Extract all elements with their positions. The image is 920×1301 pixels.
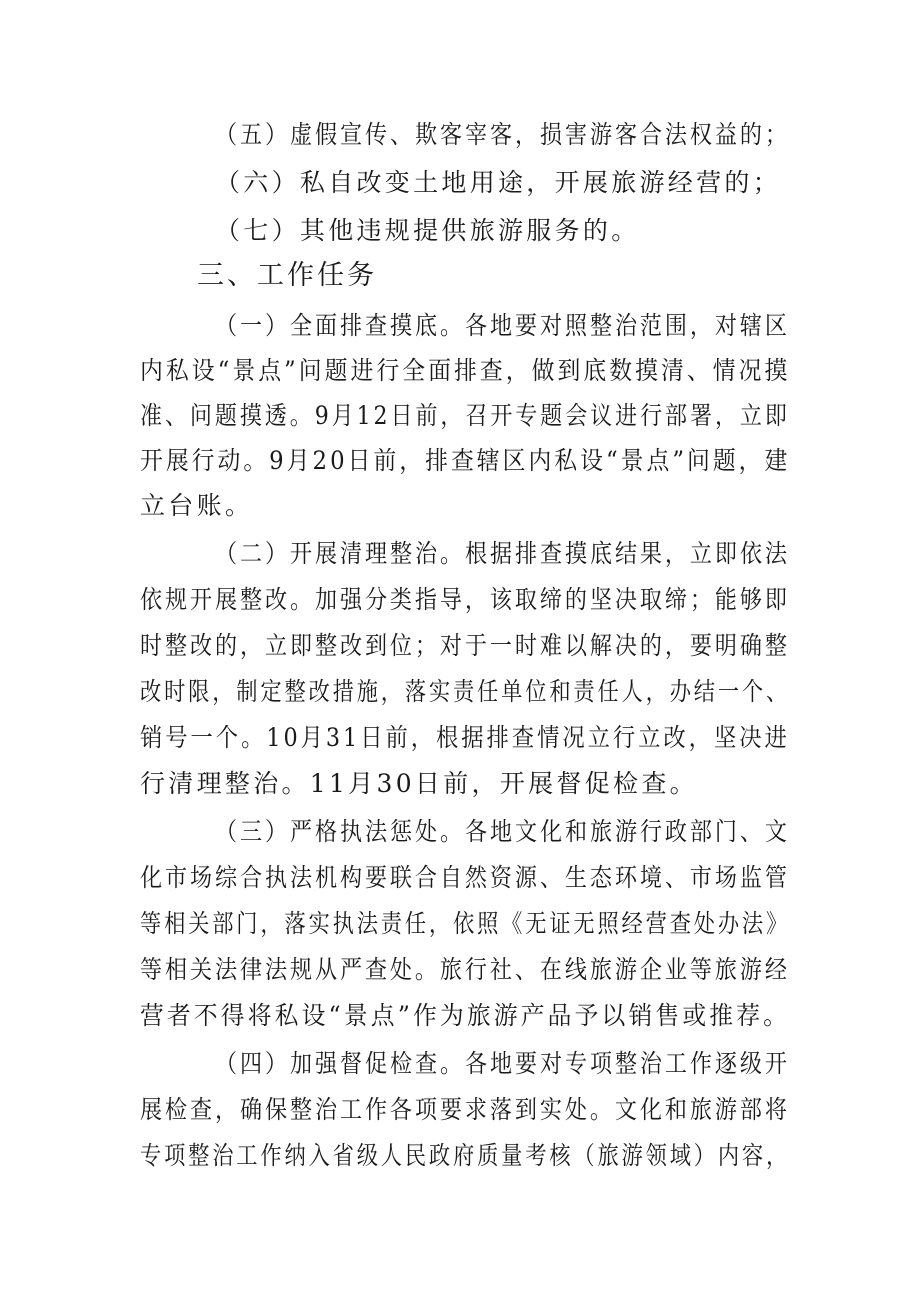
paragraph-line: 营者不得将私设“景点”作为旅游产品予以销售或推荐。 (140, 1001, 791, 1030)
paragraph-line: 专项整治工作纳入省级人民政府质量考核（旅游领域）内容， (140, 1141, 791, 1170)
paragraph-line: 准、问题摸透。9月12日前，召开专题会议进行部署，立即 (140, 401, 790, 430)
paragraph-line: 等相关法律法规从严查处。旅行社、在线旅游企业等旅游经 (140, 955, 790, 984)
paragraph-line: 时整改的，立即整改到位；对于一时难以解决的，要明确整 (140, 631, 790, 660)
paragraph-line: 销号一个。10月31日前，根据排查情况立行立改，坚决进 (140, 723, 790, 752)
paragraph-line: （三）严格执法惩处。各地文化和旅游行政部门、文 (215, 817, 790, 846)
paragraph-line: （一）全面排查摸底。各地要对照整治范围，对辖区 (215, 311, 790, 340)
section-heading: 三、工作任务 (197, 260, 377, 291)
list-item-6: （六）私自改变土地用途，开展旅游经营的； (215, 168, 782, 197)
paragraph-line: 展检查，确保整治工作各项要求落到实处。文化和旅游部将 (140, 1095, 790, 1124)
list-item-5: （五）虚假宣传、欺客宰客，损害游客合法权益的； (215, 120, 790, 149)
paragraph-line: 依规开展整改。加强分类指导，该取缔的坚决取缔；能够即 (140, 585, 790, 614)
list-item-7: （七）其他违规提供旅游服务的。 (215, 216, 640, 245)
paragraph-line: 改时限，制定整改措施，落实责任单位和责任人，办结一个、 (140, 677, 791, 706)
paragraph-line: 化市场综合执法机构要联合自然资源、生态环境、市场监管 (140, 863, 790, 892)
paragraph-line: （二）开展清理整治。根据排查摸底结果，立即依法 (215, 539, 790, 568)
paragraph-line: 开展行动。9月20日前，排查辖区内私设“景点”问题，建 (140, 446, 791, 475)
paragraph-line: 内私设“景点”问题进行全面排查，做到底数摸清、情况摸 (140, 356, 791, 385)
paragraph-line: 立台账。 (140, 491, 254, 520)
paragraph-line: 等相关部门，落实执法责任，依照《无证无照经营查处办法》 (140, 909, 791, 938)
paragraph-line: （四）加强督促检查。各地要对专项整治工作逐级开 (215, 1049, 790, 1078)
paragraph-line: 行清理整治。11月30日前，开展督促检查。 (140, 769, 698, 798)
